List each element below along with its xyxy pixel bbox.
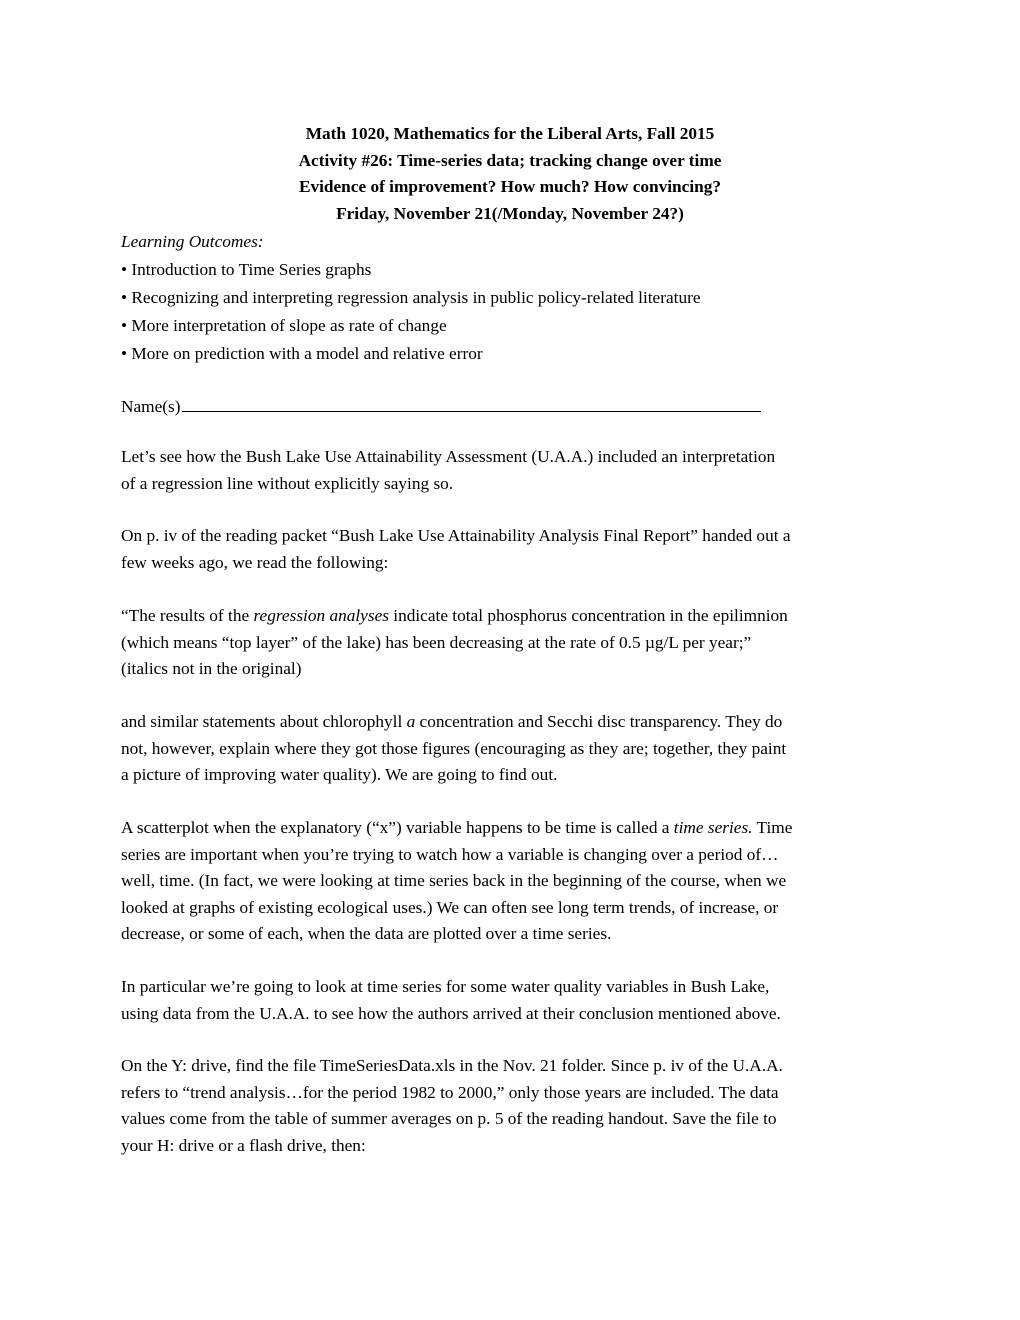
paragraph-line: Let’s see how the Bush Lake Use Attainability Assessment (U.A.A.) included an interpretation	[121, 447, 776, 466]
paragraph-time-series	[121, 815, 792, 948]
italic-term: a	[406, 712, 416, 731]
paragraph-chlorophyll	[121, 709, 786, 789]
paragraph-quote	[121, 603, 788, 683]
paragraph-line: On p. iv of the reading packet “Bush Lake Use Attainability Analysis Final Report” handed out a	[121, 526, 791, 545]
paragraph-line: On the Y: drive, find the file TimeSeriesData.xls in the Nov. 21 folder. Since p. iv of the U.A.A.	[121, 1056, 783, 1075]
text-run: and similar statements about chlorophyll	[121, 712, 407, 731]
italic-term: time series.	[673, 818, 753, 837]
activity-date: Friday, November 21(/Monday, November 24?)	[336, 203, 684, 223]
name-field	[121, 392, 761, 421]
activity-title: Activity #26: Time-series data; tracking change over time	[298, 150, 722, 170]
paragraph-line: of a regression line without explicitly saying so.	[121, 473, 454, 493]
text-run: A scatterplot when the explanatory (“x”) variable happens to be time is called a	[121, 818, 674, 837]
paragraph-line	[121, 603, 788, 630]
learning-outcomes-label: Learning Outcomes:	[121, 232, 264, 251]
paragraph-line: well, time. (In fact, we were looking at time series back in the beginning of the course, when we	[121, 871, 787, 891]
learning-outcome-item: • Introduction to Time Series graphs	[121, 260, 372, 279]
paragraph-line	[121, 709, 786, 736]
paragraph-line: values come from the table of summer averages on p. 5 of the reading handout. Save the file to	[121, 1109, 777, 1129]
paragraph-intro	[121, 444, 775, 497]
italic-term: regression analyses	[253, 606, 389, 625]
learning-outcome-item: • More on prediction with a model and relative error	[121, 344, 483, 363]
paragraph-instructions	[121, 1053, 783, 1159]
text-run: “The results of the	[121, 606, 254, 625]
paragraph-line: decrease, or some of each, when the data are plotted over a time series.	[121, 924, 612, 944]
learning-outcome-item: • More interpretation of slope as rate of change	[121, 316, 447, 335]
learning-outcomes	[121, 228, 701, 368]
paragraph-line: series are important when you’re trying to watch how a variable is changing over a period of…	[121, 844, 779, 864]
paragraph-line: a picture of improving water quality). We are going to find out.	[121, 765, 558, 785]
paragraph-reading-packet	[121, 523, 791, 576]
paragraph-line	[121, 815, 792, 842]
paragraph-line: few weeks ago, we read the following:	[121, 552, 389, 572]
paragraph-line: not, however, explain where they got those figures (encouraging as they are; together, they paint	[121, 738, 787, 758]
learning-outcome-item: • Recognizing and interpreting regression analysis in public policy-related literature	[121, 288, 701, 307]
paragraph-line: your H: drive or a flash drive, then:	[121, 1135, 366, 1155]
name-field-label: Name(s)	[121, 397, 181, 416]
text-run: concentration and Secchi disc transparency. They do	[415, 712, 783, 731]
document-header	[0, 121, 1020, 227]
course-title: Math 1020, Mathematics for the Liberal Arts, Fall 2015	[305, 124, 715, 143]
text-run: Time	[752, 818, 793, 837]
name-blank-line[interactable]	[182, 392, 761, 412]
paragraph-line: (italics not in the original)	[121, 659, 302, 679]
paragraph-line: looked at graphs of existing ecological uses.) We can often see long term trends, of increase, or	[121, 897, 779, 917]
paragraph-water-quality	[121, 974, 781, 1027]
paragraph-line: In particular we’re going to look at time series for some water quality variables in Bush Lake,	[121, 977, 770, 996]
activity-subtitle: Evidence of improvement? How much? How convincing?	[298, 177, 722, 197]
paragraph-line: using data from the U.A.A. to see how the authors arrived at their conclusion mentioned above.	[121, 1003, 781, 1023]
paragraph-line: (which means “top layer” of the lake) has been decreasing at the rate of 0.5 µg/L per year;”	[121, 632, 752, 652]
paragraph-line: refers to “trend analysis…for the period 1982 to 2000,” only those years are included. The data	[121, 1082, 779, 1102]
text-run: indicate total phosphorus concentration in the epilimnion	[388, 606, 788, 625]
